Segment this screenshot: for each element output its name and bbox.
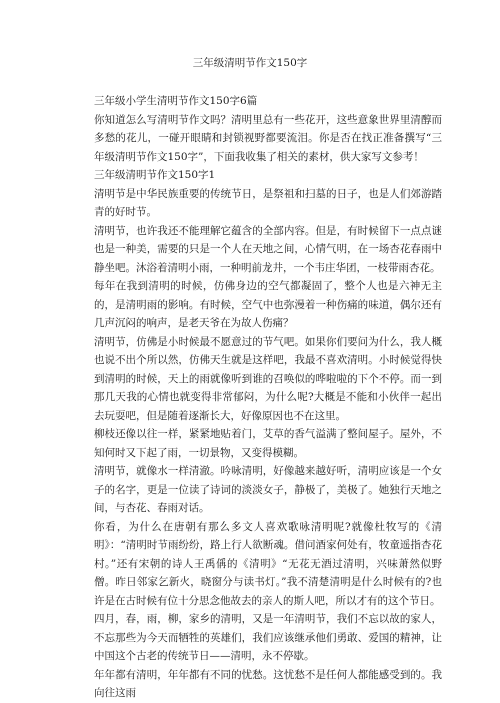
body-paragraph-2: 清明节，也许我还不能理解它蕴含的全部内容。但是，有时候留下一点点谜也是一种美，需要的只是一个人在天地之间，心情气明，在一场杏花春雨中静坐吧。沐浴着清明小雨，一种明前龙井，一个韦庄华团，一枝带雨杏花。: [94, 224, 442, 274]
body-paragraph-4: 清明节，仿佛是小时候最不愿意过的节气吧。如果你们要问为什么，我人概也说不出个所以然，仿佛天生就是这样吧，我最不喜欢清明。小时候觉得快到清明的时候，天上的雨就像听到谁的召唤似的哗啦啦的下个不停。而一到那几天我的心情也就变得非常郁闷，为什么呢?大概是不能和小伙伴一起出去玩耍吧，但是随着逐渐长大，好像原因也不在这里。: [94, 335, 442, 422]
section-heading: 三年级清明节作文150字1: [94, 169, 216, 181]
body-paragraph-3: 每年在我到清明的时候，仿佛身边的空气都凝固了，整个人也是六神无主的，是清明雨的影响。有时候，空气中也弥漫着一种伤痛的味道，偶尔还有几声沉闷的响声，是老天爷在为故人伤痛？: [94, 280, 442, 329]
body-paragraph-6: 清明节，就像水一样清澈。吟咏清明，好像越来越好听，清明应该是一个女子的名字，更是一位读了诗词的淡淡女子，静极了，美极了。她独行天地之间，与杏花、春雨对话。: [94, 465, 442, 514]
document-title: 三年级清明节作文150字: [192, 57, 308, 69]
intro-paragraph: 你知道怎么写清明节作文吗？清明里总有一些花开，这些意象世界里清醇而多愁的花儿，一碰开眼睛和封锁视野都要流泪。你是否在找正准备撰写“三年级清明节作文150字”，下面我收集了相关的素材，供大家写文参考！: [94, 113, 442, 163]
body-paragraph-9: 年年都有清明，年年都有不同的忧愁。这忧愁不是任何人都能感受到的。我向往这雨: [94, 668, 442, 699]
body-paragraph-1: 清明节是中华民族重要的传统节日，是祭祖和扫墓的日子，也是人们郊游踏青的好时节。: [94, 187, 442, 218]
body-paragraph-7: 你看，为什么在唐朝有那么多文人喜欢歌咏清明呢?就像杜牧写的《清明》：“清明时节雨纷纷，路上行人欲断魂。借问酒家何处有，牧童遥指杏花村。”还有宋朝的诗人王禹偁的《清明》“无花无酒过清明，兴味萧然似野僧。昨日邻家乞新火，晓窗分与读书灯。”我不清楚清明是什么时候有的?也许是在古时候有位十分思念他故去的亲人的斯人吧，所以才有的这个节日。: [94, 520, 442, 607]
subtitle-line: 三年级小学生清明节作文150字6篇: [94, 95, 258, 107]
body-paragraph-5: 柳枝还像以往一样，紧紧地贴着门，艾草的香气溢满了整间屋子。屋外，不知何时又下起了雨，一切景物，又变得模糊。: [94, 428, 442, 459]
body-paragraph-8: 四月，春，雨，柳，家乡的清明，又是一年清明节，我们不忘以故的家人，不忘那些为今天而牺牲的英雄们，我们应该继承他们勇敢、爱国的精神，让中国这个古老的传统节日——清明，永不停歇。: [94, 613, 442, 662]
